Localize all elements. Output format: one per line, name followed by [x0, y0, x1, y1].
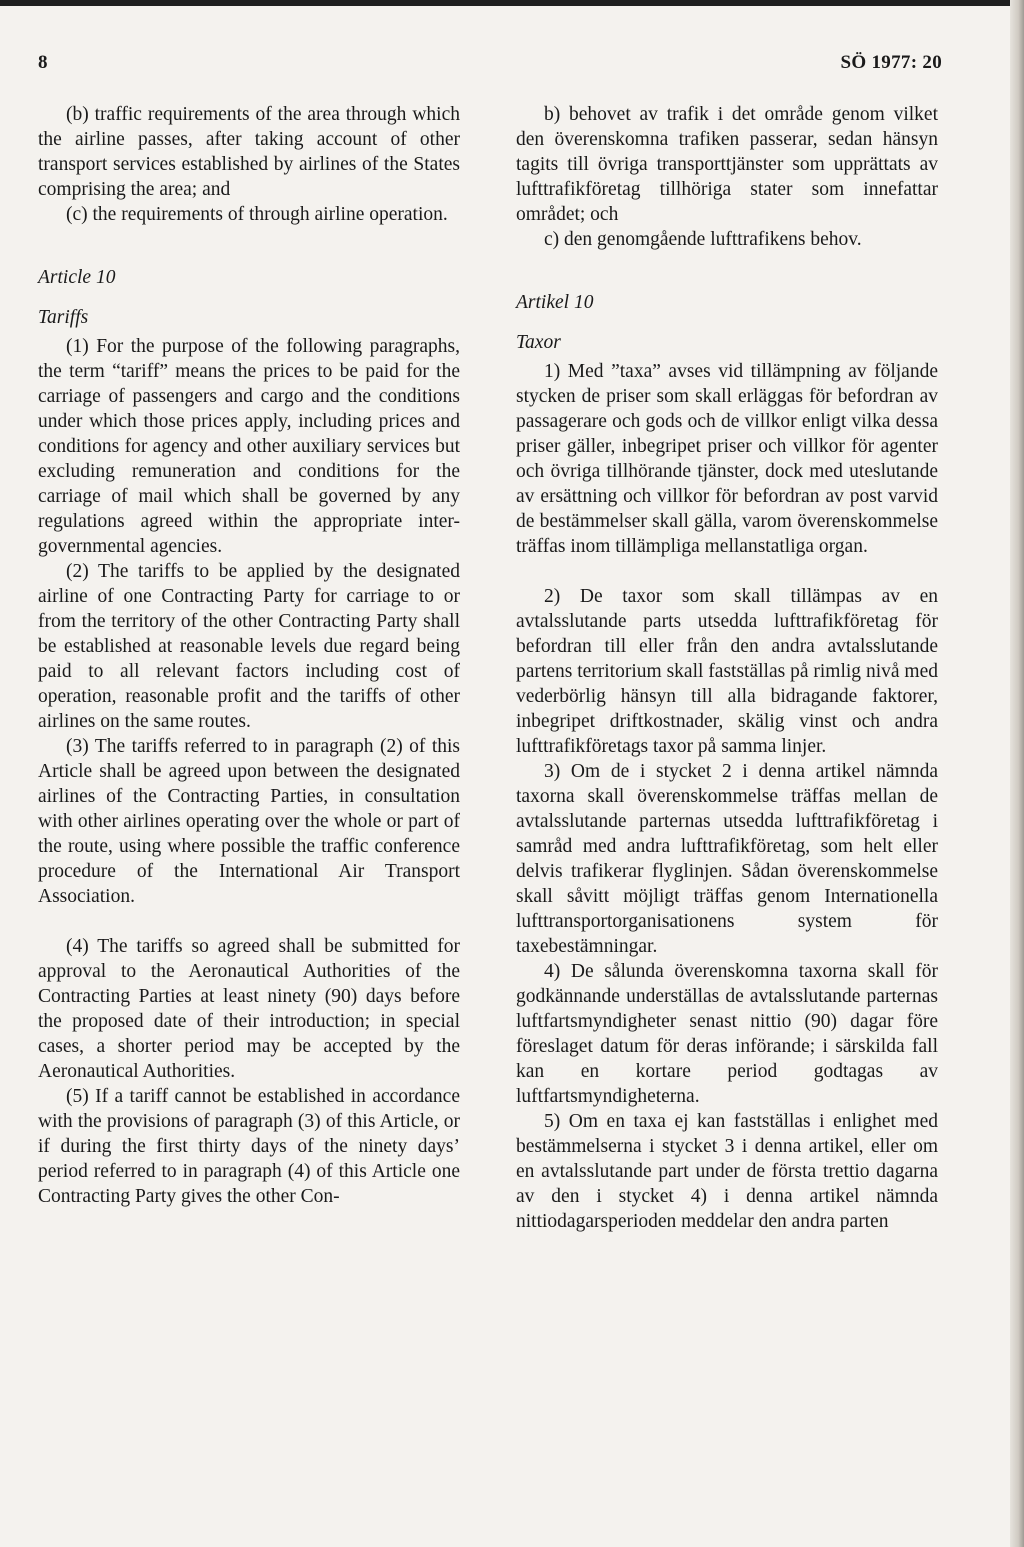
top-rule — [0, 0, 1010, 6]
swedish-paragraph-1: 1) Med ”taxa” avses vid tillämpning av följande stycken de priser som skall erläggas för befordran av passagerare och gods och de villkor enligt vilka dessa priser gäller, inbegripet priser och villkor för agenter och övriga tillhörande tjänster, dock med uteslutande av ersättning och villkor för befordran av post varvid de bestämmelser skall gälla, varom överenskommelse träffas inom tillämpliga mellanstatliga organ. — [516, 361, 938, 557]
document-reference: SÖ 1977: 20 — [840, 52, 942, 73]
swedish-paragraph-3: 3) Om de i stycket 2 i denna artikel nämnda taxorna skall överenskommelse träffas mellan de avtalsslutande parternas utsedda lufttrafikföretag i samråd med andra lufttrafikföretag, som helt eller delvis trafikerar flyglinjen. Sådan överenskommelse skall såvitt möjligt träffas genom Internationella lufttransportorganisationens system för taxebestämningar. — [516, 761, 938, 957]
swedish-column — [516, 102, 938, 1234]
page-edge-shadow — [1010, 0, 1024, 1547]
english-article-title: Tariffs — [38, 307, 89, 328]
swedish-intro-b: b) behovet av trafik i det område genom vilket den överenskomna trafiken passerar, sedan hänsyn tagits till övriga transporttjänster som upprättats av lufttrafikföretag tillhöriga stater som innefattar området; och — [516, 104, 938, 225]
swedish-paragraph-4: 4) De sålunda överenskomna taxorna skall för godkännande underställas de avtalsslutande parternas luftfartsmyndigheter senast nittio (90) dagar före föreslaget datum för deras införande; i särskilda fall kan en kortare period godtagas av luftfartsmyndigheterna. — [516, 961, 938, 1107]
english-paragraph-4: (4) The tariffs so agreed shall be submitted for approval to the Aeronautical Authorities of the Contracting Parties at least ninety (90) days before the proposed date of their introduction; in special cases, a shorter period may be accepted by the Aeronautical Authorities. — [38, 936, 460, 1082]
swedish-article-title: Taxor — [516, 332, 561, 353]
english-paragraph-3: (3) The tariffs referred to in paragraph (2) of this Article shall be agreed upon between the designated airlines of the Contracting Parties, in consultation with other airlines operating over the whole or part of the route, using where possible the traffic conference procedure of the International Air Transport Association. — [38, 736, 460, 907]
english-paragraph-2: (2) The tariffs to be applied by the designated airline of one Contracting Party for carriage to or from the territory of the other Contracting Party shall be established at reasonable levels due regard being paid to all relevant factors including cost of operation, reasonable profit and the tariffs of other airlines on the same routes. — [38, 561, 460, 732]
english-intro-b: (b) traffic requirements of the area through which the airline passes, after taking account of other transport services established by airlines of the States comprising the area; and — [38, 104, 460, 200]
english-paragraph-1: (1) For the purpose of the following paragraphs, the term “tariff” means the prices to be paid for the carriage of passengers and cargo and the conditions under which those prices apply, including prices and conditions for agency and other auxiliary services but excluding remuneration and conditions for the carriage of mail which shall be governed by any regulations agreed within the appropriate inter-governmental agencies. — [38, 336, 460, 557]
swedish-article-heading: Artikel 10 — [516, 292, 594, 313]
swedish-intro-c: c) den genomgående lufttrafikens behov. — [544, 229, 862, 250]
english-column — [38, 102, 460, 1209]
swedish-paragraph-2: 2) De taxor som skall tillämpas av en avtalsslutande parts utsedda lufttrafikföretag för befordran till eller från den andra avtalsslutande partens territorium skall fastställas på rimlig nivå med vederbörlig hänsyn till alla bidragande faktorer, inbegripet driftkostnader, skälig vinst och andra lufttrafikföretags taxor på samma linjer. — [516, 586, 938, 757]
english-intro-c: (c) the requirements of through airline operation. — [66, 204, 448, 225]
english-article-heading: Article 10 — [38, 267, 116, 288]
english-paragraph-5: (5) If a tariff cannot be established in accordance with the provisions of paragraph (3) of this Article, or if during the first thirty days of the ninety days’ period referred to in paragraph (4) of this Article one Contracting Party gives the other Con- — [38, 1086, 460, 1207]
page-number: 8 — [38, 52, 48, 73]
swedish-paragraph-5: 5) Om en taxa ej kan fastställas i enlighet med bestämmelserna i stycket 3 i denna artikel, eller om en avtalsslutande part under de första trettio dagarna av den i stycket 4) i denna artikel nämnda nittiodagarsperioden meddelar den andra parten — [516, 1111, 938, 1232]
